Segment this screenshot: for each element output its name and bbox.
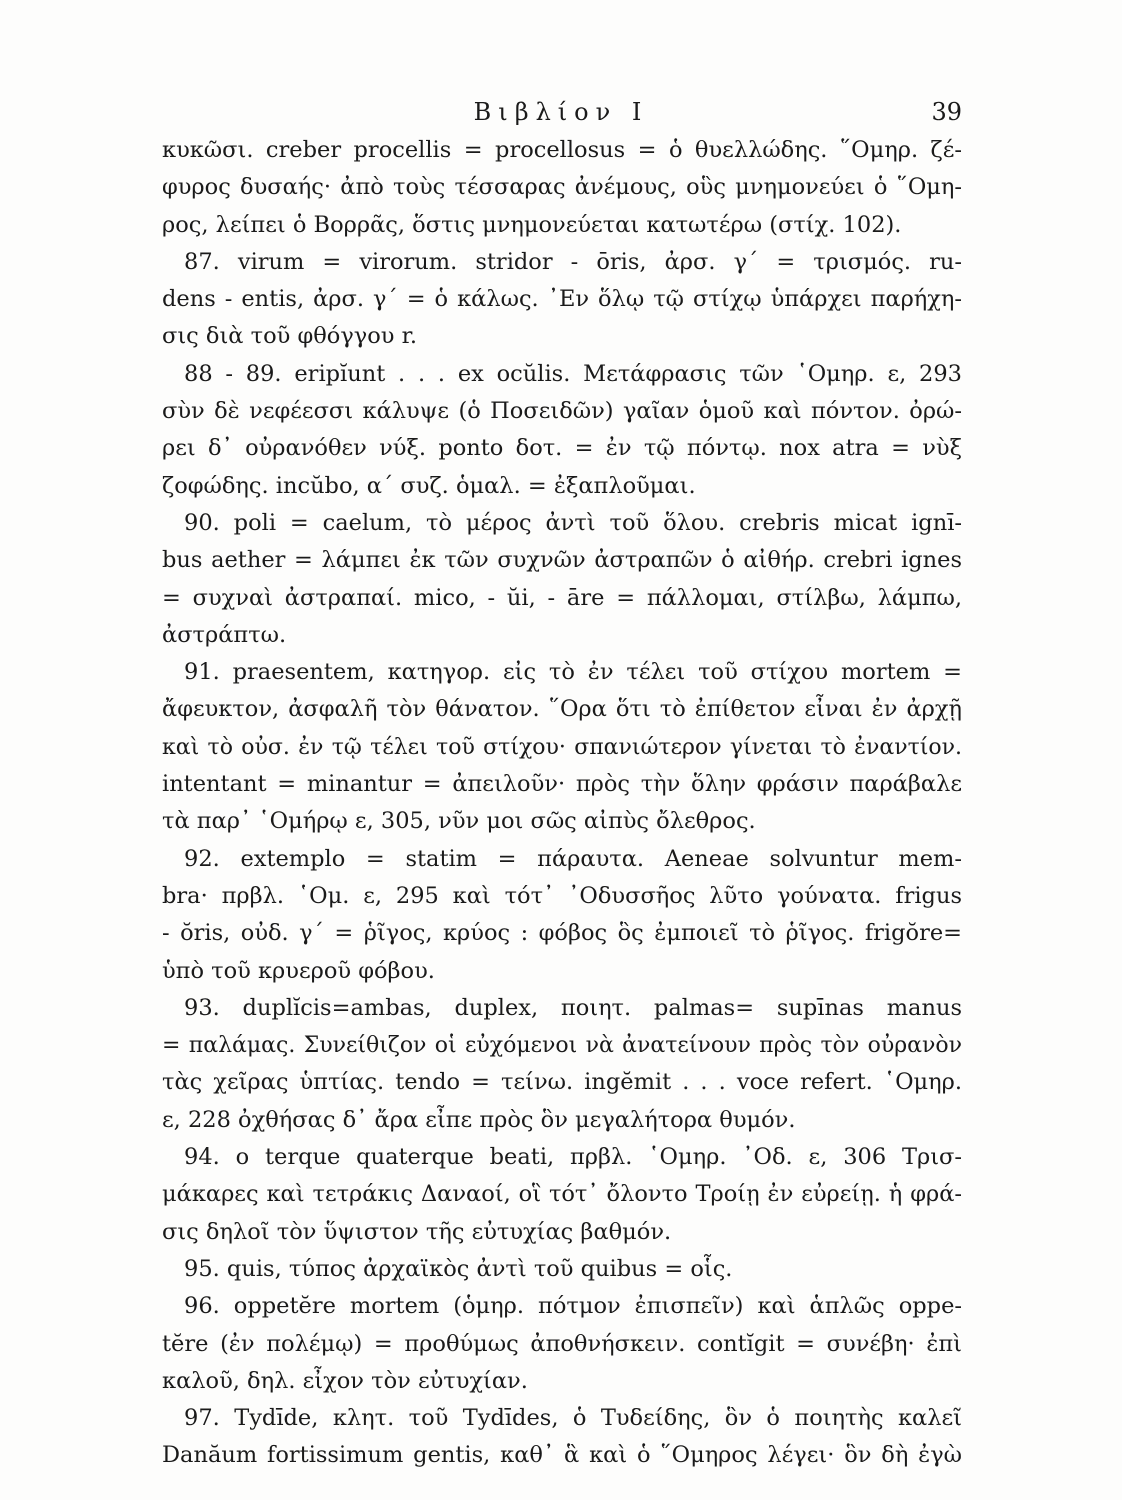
note-97: 97. Tydīde, κλητ. τοῦ Tydīdes, ὁ Τυδείδης, ὃν ὁ ποιητὴς καλεῖ [184, 1405, 962, 1432]
text-line: σις δηλοῖ τὸν ὕψιστον τῆς εὐτυχίας βαθμόν. [162, 1218, 672, 1245]
note-93: 93. duplĭcis=ambas, duplex, ποιητ. palmas= supīnas manus [184, 994, 962, 1021]
text-line: tĕre (ἐν πολέμῳ) = προθύμως ἀποθνήσκειν. contĭgit = συνέβη· ἐπὶ [162, 1330, 962, 1357]
text-line: κυκῶσι. creber procellis = procellosus = ὁ θυελλώδης. ῞Ομηρ. ζέ- [162, 137, 962, 163]
running-head [0, 92, 1122, 132]
note-87: 87. virum = virorum. stridor - ōris, ἀρσ. γ΄ = τρισμός. ru- [184, 248, 962, 275]
note-91: 91. praesentem, κατηγορ. εἰς τὸ ἐν τέλει τοῦ στίχου mortem = [184, 659, 962, 686]
text-line: σις διὰ τοῦ φθόγγου r. [162, 323, 418, 350]
commentary-text [162, 132, 962, 1475]
text-line: = συχναὶ ἀστραπαί. mico, - ŭi, - āre = πάλλομαι, στίλβω, λάμπω, [162, 584, 962, 611]
note-94: 94. o terque quaterque beati, πρβλ. ῾Ομηρ. ᾿Οδ. ε, 306 Τρισ- [184, 1144, 962, 1171]
note-96: 96. oppetĕre mortem (ὁμηρ. πότμον ἐπισπεῖν) καὶ ἁπλῶς oppe- [184, 1293, 962, 1320]
text-line: Danăum fortissimum gentis, καθ᾿ ἃ καὶ ὁ ῞Ομηρος λέγει· ὃν δὴ ἐγὼ [162, 1442, 962, 1469]
note-92: 92. extemplo = statim = πάραυτα. Aeneae solvuntur mem- [184, 845, 962, 872]
text-line: ε, 228 ὀχθήσας δ᾿ ἄρα εἶπε πρὸς ὃν μεγαλήτορα θυμόν. [162, 1106, 796, 1133]
text-line: bus aether = λάμπει ἐκ τῶν συχνῶν ἀστραπῶν ὁ αἰθήρ. crebri ignes [162, 547, 962, 574]
text-line: φυρος δυσαής· ἀπὸ τοὺς τέσσαρας ἀνέμους, οὓς μνημονεύει ὁ ῞Ομη- [162, 174, 962, 201]
text-line: καλοῦ, δηλ. εἶχον τὸν εὐτυχίαν. [162, 1367, 528, 1394]
note-90: 90. poli = caelum, τὸ μέρος ἀντὶ τοῦ ὅλου. crebris micat ignī- [184, 509, 962, 536]
text-line: ἀστράπτω. [162, 621, 287, 648]
text-line: ἄφευκτον, ἀσφαλῆ τὸν θάνατον. ῞Ορα ὅτι τὸ ἐπίθετον εἶναι ἐν ἀρχῇ [162, 696, 962, 723]
text-line: - ŏris, οὐδ. γ΄ = ῥῖγος, κρύος : φόβος ὃς ἐμποιεῖ τὸ ῥῖγος. frigŏre= [162, 920, 962, 947]
text-line: ρος, λείπει ὁ Βορρᾶς, ὅστις μνημονεύεται κατωτέρω (στίχ. 102). [162, 211, 902, 238]
text-line: σὺν δὲ νεφέεσσι κάλυψε (ὁ Ποσειδῶν) γαῖαν ὁμοῦ καὶ πόντον. ὀρώ- [162, 398, 962, 425]
page-number: 39 [931, 98, 962, 126]
text-line: bra· πρβλ. ῾Ομ. ε, 295 καὶ τότ᾿ ᾿Οδυσσῆος λῦτο γούνατα. frigus [162, 882, 962, 909]
text-line: τὰ παρ᾿ ῾Ομήρῳ ε, 305, νῦν μοι σῶς αἰπὺς ὄλεθρος. [162, 808, 756, 835]
text-line: τὰς χεῖρας ὑπτίας. tendo = τείνω. ingĕmit . . . voce refert. ῾Ομηρ. [162, 1069, 962, 1096]
text-line: intentant = minantur = ἀπειλοῦν· πρὸς τὴν ὅλην φράσιν παράβαλε [162, 771, 962, 798]
note-95: 95. quis, τύπος ἀρχαϊκὸς ἀντὶ τοῦ quibus = οἷς. [184, 1255, 733, 1282]
text-line: ζοφώδης. incŭbo, α΄ συζ. ὁμαλ. = ἐξαπλοῦμαι. [162, 472, 696, 499]
text-line: καὶ τὸ οὐσ. ἐν τῷ τέλει τοῦ στίχου· σπανιώτερον γίνεται τὸ ἐναντίον. [162, 734, 962, 760]
text-line: μάκαρες καὶ τετράκις Δαναοί, οἳ τότ᾿ ὄλοντο Τροίῃ ἐν εὐρείῃ. ἡ φρά- [162, 1181, 962, 1208]
text-line: = παλάμας. Συνείθιζον οἱ εὐχόμενοι νὰ ἀνατείνουν πρὸς τὸν οὐρανὸν [162, 1033, 962, 1059]
text-line: ρει δ᾿ οὐρανόθεν νύξ. ponto δοτ. = ἐν τῷ πόντῳ. nox atra = νὺξ [162, 435, 962, 462]
note-88-89: 88 - 89. eripĭunt . . . ex ocŭlis. Μετάφρασις τῶν ῾Ομηρ. ε, 293 [184, 360, 962, 387]
running-title: Βιβλίον Ι [473, 98, 649, 126]
text-line: ὑπὸ τοῦ κρυεροῦ φόβου. [162, 957, 435, 984]
text-line: dens - entis, ἀρσ. γ΄ = ὁ κάλως. ᾿Εν ὅλῳ τῷ στίχῳ ὑπάρχει παρήχη- [162, 286, 962, 313]
